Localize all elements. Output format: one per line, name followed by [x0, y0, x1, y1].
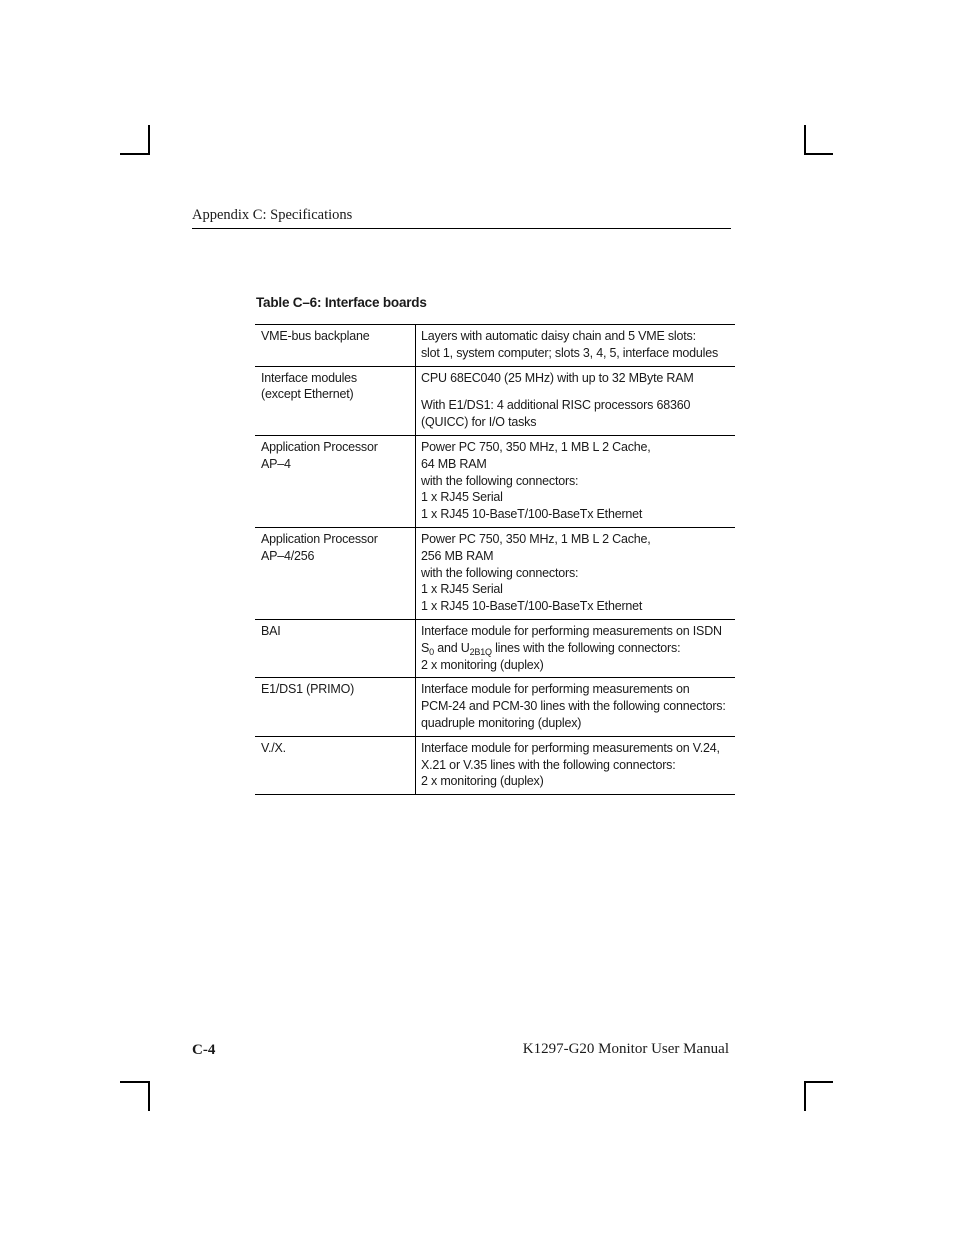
description-line: Interface module for performing measurements on [421, 682, 690, 697]
interface-s-label: S [421, 640, 430, 655]
description-line: Power PC 750, 350 MHz, 1 MB L 2 Cache, [421, 531, 651, 546]
board-description-cell [416, 678, 736, 736]
board-name-line: BAI [261, 623, 281, 638]
crop-mark-top-right-h [804, 153, 833, 155]
table-row [255, 527, 735, 619]
description-line: Interface module for performing measurements on ISDN [421, 623, 722, 638]
board-name-line: V./X. [261, 740, 286, 755]
description-line: 1 x RJ45 10-BaseT/100-BaseTx Ethernet [421, 599, 643, 614]
board-name-cell [255, 366, 416, 435]
board-name-cell [255, 678, 416, 736]
description-line: 1 x RJ45 Serial [421, 582, 503, 597]
description-fragment: lines with the following connectors: [491, 640, 681, 655]
description-line: 1 x RJ45 10-BaseT/100-BaseTx Ethernet [421, 507, 643, 522]
description-line: 1 x RJ45 Serial [421, 490, 503, 505]
interface-s-subscript: 0 [429, 646, 434, 657]
crop-mark-bottom-right-v [804, 1081, 806, 1111]
description-line: Power PC 750, 350 MHz, 1 MB L 2 Cache, [421, 439, 651, 454]
manual-title: K1297-G20 Monitor User Manual [522, 1041, 729, 1057]
board-description-cell [416, 619, 736, 677]
description-line: with the following connectors: [421, 473, 579, 488]
description-line: 2 x monitoring (duplex) [421, 657, 544, 672]
table-row [255, 619, 735, 677]
running-header: Appendix C: Specifications [192, 207, 731, 229]
description-line: 256 MB RAM [421, 548, 494, 563]
board-description-cell [416, 366, 736, 435]
description-line: slot 1, system computer; slots 3, 4, 5, interface modules [421, 345, 719, 360]
board-description-cell [416, 325, 736, 367]
board-name-line: E1/DS1 (PRIMO) [261, 682, 355, 697]
interface-u-subscript: 2B1Q [469, 646, 492, 657]
board-name-cell [255, 435, 416, 527]
board-name-line: Interface modules [261, 370, 357, 385]
board-name-cell [255, 325, 416, 367]
board-description-cell [416, 435, 736, 527]
crop-mark-top-left-h [120, 153, 150, 155]
description-line: Interface module for performing measurements on V.24, [421, 740, 720, 755]
crop-mark-bottom-left-h [120, 1081, 150, 1083]
description-line: 64 MB RAM [421, 456, 487, 471]
board-name-cell [255, 527, 416, 619]
interface-u-label: and U [433, 640, 470, 655]
board-name-cell [255, 619, 416, 677]
table-row [255, 435, 735, 527]
board-description-cell [416, 736, 736, 794]
description-line [421, 640, 730, 657]
description-line: 2 x monitoring (duplex) [421, 774, 544, 789]
board-name-line: VME-bus backplane [261, 329, 370, 343]
crop-mark-bottom-right-h [804, 1081, 833, 1083]
description-line: Layers with automatic daisy chain and 5 VME slots: [421, 329, 696, 343]
board-name-line: AP–4/256 [261, 548, 315, 563]
description-line: PCM-24 and PCM-30 lines with the following connectors: [421, 699, 726, 714]
board-name-line: Application Processor [261, 439, 378, 454]
board-name-line: (except Ethernet) [261, 387, 354, 402]
page-number: C-4 [192, 1042, 216, 1058]
table-title: Table C–6: Interface boards [256, 295, 427, 310]
description-line: CPU 68EC040 (25 MHz) with up to 32 MByte RAM [421, 370, 694, 385]
paragraph-gap [421, 386, 730, 397]
description-line: X.21 or V.35 lines with the following connectors: [421, 757, 676, 772]
table-row [255, 325, 735, 367]
table-row [255, 736, 735, 794]
crop-mark-bottom-left-v [148, 1081, 150, 1111]
interface-boards-table [255, 324, 735, 795]
crop-mark-top-left-v [148, 125, 150, 155]
board-name-line: AP–4 [261, 456, 291, 471]
table-row [255, 366, 735, 435]
board-name-cell [255, 736, 416, 794]
board-name-line: Application Processor [261, 531, 378, 546]
description-line: With E1/DS1: 4 additional RISC processors 68360 [421, 398, 691, 413]
crop-mark-top-right-v [804, 125, 806, 155]
table-row [255, 678, 735, 736]
description-line: quadruple monitoring (duplex) [421, 715, 582, 730]
description-line: (QUICC) for I/O tasks [421, 415, 537, 430]
description-line: with the following connectors: [421, 565, 579, 580]
board-description-cell [416, 527, 736, 619]
